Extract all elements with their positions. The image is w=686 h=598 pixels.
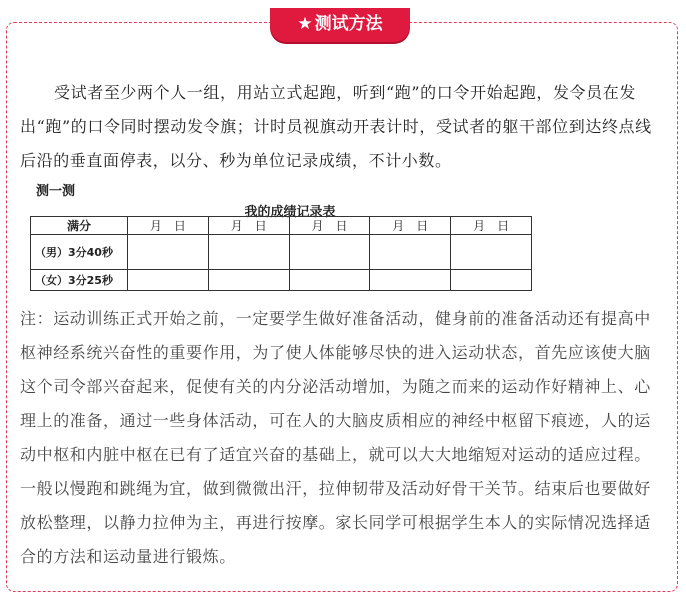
score-cell[interactable] [289,235,370,270]
header-date: 月 日 [208,217,289,235]
score-cell[interactable] [128,235,209,270]
header-date: 月 日 [289,217,370,235]
row-label-male: （男）3分40秒 [31,235,128,270]
measure-label: 测一测 [36,184,76,199]
section-banner [270,8,410,42]
star-icon: ★ [297,14,313,34]
table-header-row [31,217,532,235]
table-caption: 我的成绩记录表 [244,205,336,220]
score-cell[interactable] [370,270,451,291]
score-cell[interactable] [128,270,209,291]
record-table [30,216,532,291]
intro-paragraph: 受试者至少两个人一组，用站立式起跑，听到“跑”的口令开始起跑，发令员在发出“跑”的口令同时摆动发令旗；计时员视旗动开表计时，受试者的躯干部位到达终点线后沿的垂直面停表，以分、秒为单位记录成绩，不计小数。 [20,83,652,170]
header-date: 月 日 [370,217,451,235]
score-cell[interactable] [451,235,532,270]
header-full-score: 满分 [31,217,128,235]
score-cell[interactable] [208,270,289,291]
score-cell[interactable] [208,235,289,270]
score-cell[interactable] [451,270,532,291]
note-paragraph: 注：运动训练正式开始之前，一定要学生做好准备活动，健身前的准备活动还有提高中枢神经系统兴奋性的重要作用，为了使人体能够尽快的进入运动状态，首先应该使大脑这个司令部兴奋起来，促使有关的内分泌活动增加，为随之而来的运动作好精神上、心理上的准备，通过一些身体活动，可在人的大脑皮质相应的神经中枢留下痕迹，人的运动中枢和内脏中枢在已有了适宜兴奋的基础上，就可以大大地缩短对运动的适应过程。一般以慢跑和跳绳为宜，做到微微出汗，拉伸韧带及活动好骨干关节。结束后也要做好放松整理，以静力拉伸为主，再进行按摩。家长同学可根据学生本人的实际情况选择适合的方法和运动量进行锻炼。 [20,309,651,566]
table-row [31,270,532,291]
score-cell[interactable] [289,270,370,291]
banner-title: 测试方法 [314,14,383,34]
score-cell[interactable] [370,235,451,270]
header-date: 月 日 [451,217,532,235]
header-date: 月 日 [128,217,209,235]
row-label-female: （女）3分25秒 [31,270,128,291]
table-row [31,235,532,270]
